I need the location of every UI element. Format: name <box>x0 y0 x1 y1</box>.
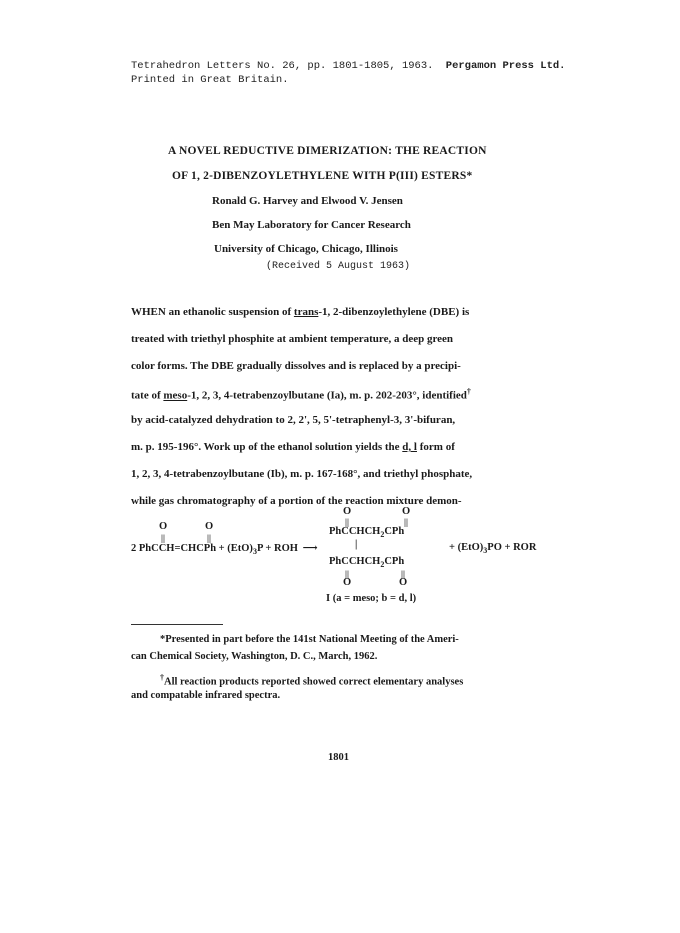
reactants <box>131 542 318 556</box>
footnote-1-line-1: *Presented in part before the 141st National Meeting of the Ameri- <box>160 634 459 645</box>
carbonyl-o-2: O <box>205 521 214 532</box>
italic-dl: d, l <box>402 441 417 453</box>
text-run: m. p. 195-196°. Work up of the ethanol solution yields the <box>131 441 403 453</box>
text-run: -1, 2-dibenzoylethylene (DBE) is <box>318 306 470 318</box>
footnote-dagger-ref: † <box>466 387 471 396</box>
product-top-group <box>329 526 404 539</box>
body-line-6 <box>131 441 455 453</box>
body-line-2: treated with triethyl phosphite at ambient temperature, a deep green <box>131 333 454 345</box>
title-line-1: A NOVEL REDUCTIVE DIMERIZATION: THE REACTION <box>168 145 487 157</box>
footnote-2-line-1 <box>160 673 463 688</box>
double-bond-6: || <box>401 569 405 579</box>
title-line-2: OF 1, 2-DIBENZOYLETHYLENE WITH P(III) ESTERS* <box>172 170 473 182</box>
subscript: 2 <box>380 530 385 540</box>
text-run: tate of <box>131 389 164 402</box>
byproducts <box>449 542 536 555</box>
reaction-arrow-icon: ⟶ <box>302 543 318 554</box>
printed-line: Printed in Great Britain. <box>131 74 289 86</box>
page-number: 1801 <box>328 752 349 763</box>
footnote-rule <box>131 624 223 625</box>
authors: Ronald G. Harvey and Elwood V. Jensen <box>212 195 403 207</box>
double-bond-5: || <box>345 569 349 579</box>
carbonyl-o-6: O <box>399 577 408 588</box>
received-date: (Received 5 August 1963) <box>266 261 411 272</box>
body-line-7: 1, 2, 3, 4-tetrabenzoylbutane (Ib), m. p. 167-168°, and triethyl phosphate, <box>131 468 473 480</box>
carbonyl-o-4: O <box>402 506 411 517</box>
body-line-4 <box>131 387 471 402</box>
double-bond-3: || <box>345 517 349 527</box>
text-run: -1, 2, 3, 4-tetrabenzoylbutane (Ia), m. p. 202-203°, identified <box>187 389 467 402</box>
italic-trans: trans <box>293 306 319 318</box>
text-run: PhCCHCH <box>329 556 381 567</box>
text-run: All reaction products reported showed correct elementary analyses <box>164 676 464 688</box>
affiliation-university: University of Chicago, Chicago, Illinois <box>214 243 398 255</box>
text-run: CPh <box>384 556 405 567</box>
publisher: Pergamon Press Ltd. <box>445 60 566 72</box>
body-line-3: color forms. The DBE gradually dissolves and is replaced by a precipi- <box>131 360 461 372</box>
text-run: + (EtO) <box>449 542 484 553</box>
product-bottom-group <box>329 556 404 569</box>
subscript: 3 <box>252 547 257 557</box>
text-run: PO + ROR <box>487 542 537 553</box>
body-line-1 <box>131 306 469 318</box>
subscript: 2 <box>380 560 385 570</box>
text-run: form of <box>416 441 455 453</box>
footnote-2-line-2: and compatable infrared spectra. <box>131 690 281 701</box>
body-line-5: by acid-catalyzed dehydration to 2, 2', 5, 5'-tetraphenyl-3, 3'-bifuran, <box>131 414 456 426</box>
text-run: PhCCHCH <box>329 526 381 537</box>
carbonyl-o-3: O <box>343 506 352 517</box>
italic-meso: meso <box>163 389 188 402</box>
vertical-bond: | <box>355 539 358 550</box>
subscript: 3 <box>483 546 488 556</box>
text-run: CPh <box>384 526 405 537</box>
text-run: WHEN an ethanolic suspension of <box>131 306 294 318</box>
footnote-dagger: † <box>160 673 164 682</box>
journal-line: Tetrahedron Letters No. 26, pp. 1801-1805, 1963. <box>131 60 434 72</box>
carbonyl-o-5: O <box>343 577 352 588</box>
affiliation-lab: Ben May Laboratory for Cancer Research <box>212 219 411 231</box>
footnote-1-line-2: can Chemical Society, Washington, D. C., March, 1962. <box>131 651 378 662</box>
body-line-8: while gas chromatography of a portion of the reaction mixture demon- <box>131 495 462 507</box>
double-bond-1: || <box>161 533 165 543</box>
double-bond-4: || <box>404 517 408 527</box>
text-run: 2 PhCCH=CHCPh + (EtO) <box>131 543 253 554</box>
double-bond-2: || <box>207 533 211 543</box>
carbonyl-o-1: O <box>159 521 168 532</box>
text-run: P + ROH <box>256 543 298 554</box>
product-label: I (a = meso; b = d, l) <box>326 593 417 604</box>
journal-citation <box>131 60 566 72</box>
